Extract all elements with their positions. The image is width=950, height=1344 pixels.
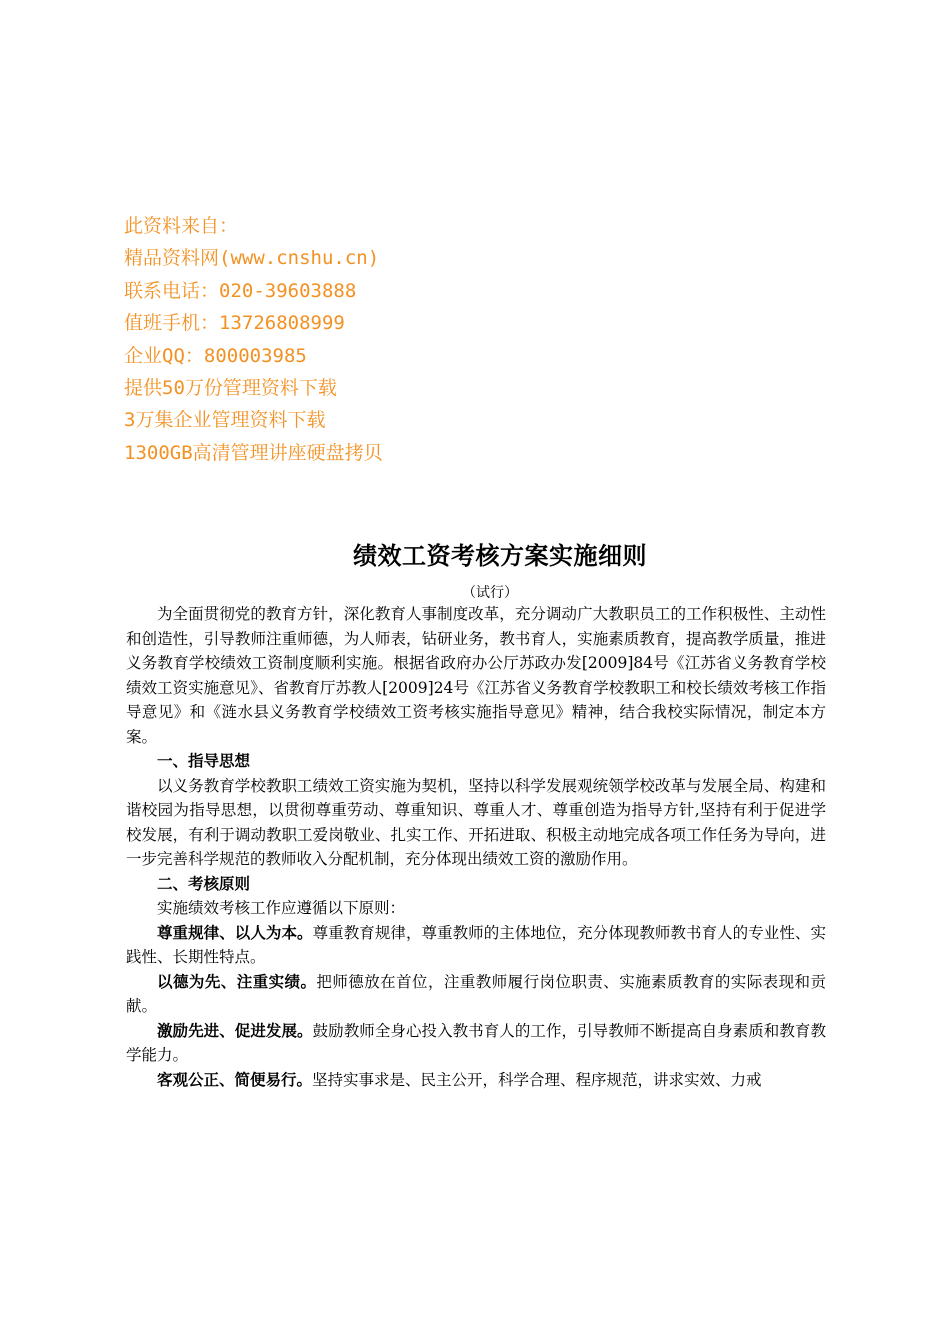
principle-lead: 以德为先、注重实绩。	[157, 971, 317, 991]
principle-text: 坚持实事求是、民主公开，科学合理、程序规范，讲求实效、力戒	[312, 1070, 762, 1089]
principle-text: 鼓励教师全身心投入教书育人的工作，引导教师不断提高自身素质和教育教学能力。	[126, 1021, 826, 1064]
ad-line-mobile: 值班手机：13726808999	[124, 312, 345, 335]
intro-paragraph: 为全面贯彻党的教育方针，深化教育人事制度改革，充分调动广大教职员工的工作积极性、主动性和创造性，引导教师注重师德，为人师表，钻研业务，教书育人，实施素质教育，提高教学质量，推进义务教育学校绩效工资制度顺利实施。根据省政府办公厅苏政办发[2009]84号《江苏省义务教育学校绩效工资实施意见》、省教育厅苏教人[2009]24号《江苏省义务教育学校教职工和校长绩效考核工作指导意见》和《涟水县义务教育学校绩效工资考核实施指导意见》精神，结合我校实际情况，制定本方案。	[126, 605, 826, 746]
principle-lead: 激励先进、促进发展。	[157, 1020, 313, 1040]
document-title: 绩效工资考核方案实施细则	[353, 541, 647, 570]
principle-paragraph	[126, 1068, 826, 1093]
principle-lead: 尊重规律、以人为本。	[157, 922, 313, 942]
ad-line-source: 此资料来自：	[124, 215, 239, 237]
source-advertisement	[124, 210, 624, 469]
section-heading-assessment-principles: 二、考核原则	[157, 873, 251, 893]
principle-paragraph	[126, 970, 826, 1019]
section-heading-guiding-ideology: 一、指导思想	[157, 751, 251, 770]
guiding-ideology-paragraph: 以义务教育学校教职工绩效工资实施为契机，坚持以科学发展观统领学校改革与发展全局、构建和谐校园为指导思想，以贯彻尊重劳动、尊重知识、尊重人才、尊重创造为指导方针,坚持有利于促进学校发展，有利于调动教职工爱岗敬业、扎实工作、开拓进取、积极主动地完成各项工作任务为导向，进一步完善科学规范的教师收入分配机制，充分体现出绩效工资的激励作用。	[126, 776, 826, 868]
ad-line-offer-lectures: 1300GB高清管理讲座硬盘拷贝	[124, 441, 383, 464]
principle-paragraph	[126, 1019, 826, 1068]
ad-line-qq: 企业QQ：800003985	[124, 344, 307, 367]
principles-lead-in: 实施绩效考核工作应遵循以下原则：	[157, 899, 406, 917]
principle-lead: 客观公正、简便易行。	[157, 1069, 313, 1089]
document-subtitle: （试行）	[462, 585, 518, 601]
ad-line-website: 精品资料网(www.cnshu.cn)	[124, 247, 380, 270]
ad-line-offer-videos: 3万集企业管理资料下载	[124, 409, 326, 432]
principle-text: 把师德放在首位，注重教师履行岗位职责、实施素质教育的实际表现和贡献。	[126, 972, 826, 1015]
principle-text: 尊重教育规律，尊重教师的主体地位，充分体现教师教书育人的专业性、实践性、长期性特点。	[126, 923, 826, 966]
ad-line-phone: 联系电话：020-39603888	[124, 279, 357, 302]
ad-line-offer-docs: 提供50万份管理资料下载	[124, 376, 337, 399]
document-body	[126, 602, 826, 1092]
principle-paragraph	[126, 921, 826, 970]
